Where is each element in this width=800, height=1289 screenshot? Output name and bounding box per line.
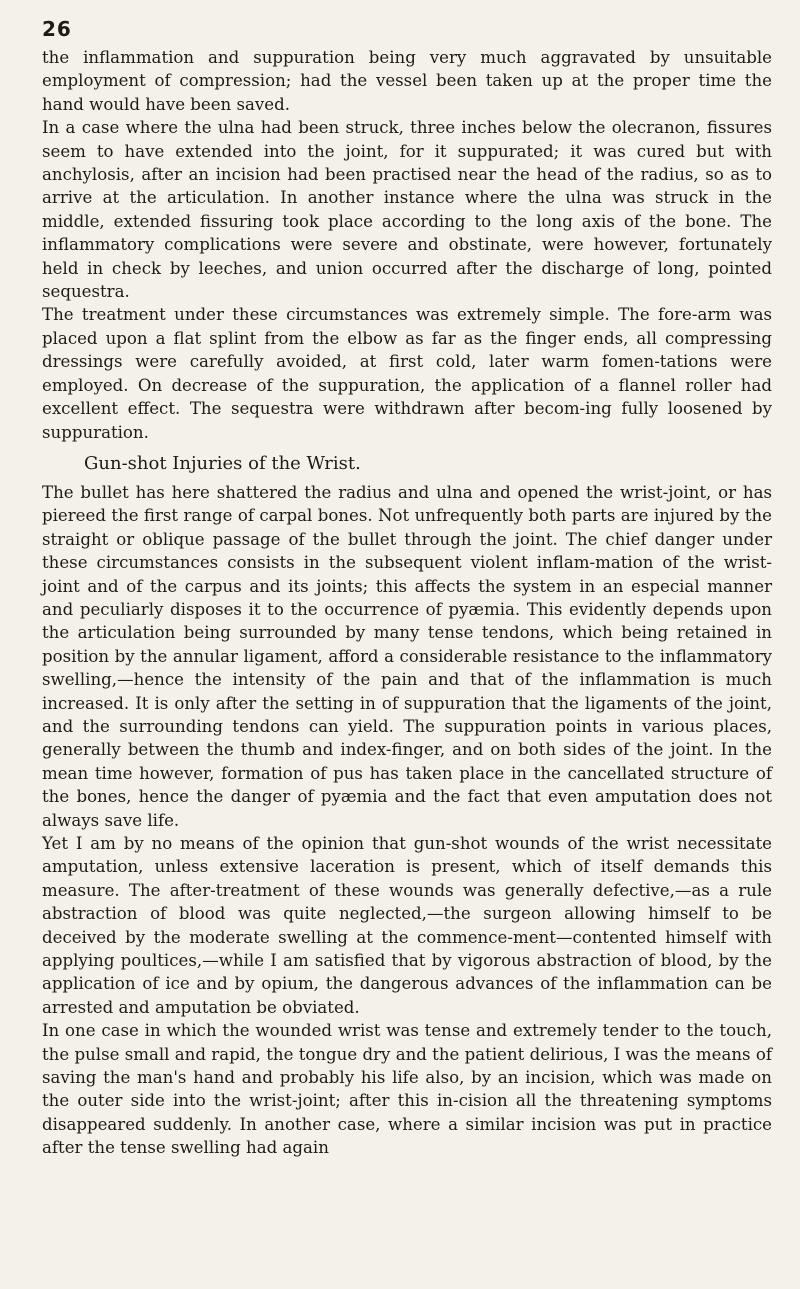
paragraph: In one case in which the wounded wrist was tense and extremely tender to the touch, the pulse small and rapid, the tongue dry and the patient delirious, I was the means of saving the man's hand and probably his life also, by an incision, which was made on the outer side into the wrist-joint; after this in-cision all the threatening symptoms disappeared suddenly. In another case, where a similar incision was put in practice after the tense swelling had again [42,1021,772,1158]
paragraph: Yet I am by no means of the opinion that gun-shot wounds of the wrist necessitate amputation, unless extensive laceration is present, which of itself demands this measure. The after-treatment of these wounds was generally defective,—as a rule abstraction of blood was quite neglected,—the surgeon allowing himself to be deceived by the moderate swelling at the commence-ment—contented himself with applying poultices,—while I am satisfied that by vigorous abstraction of blood, by the application of ice and by opium, the dangerous advances of the inflammation can be arrested and amputation be obviated. [42,834,772,1017]
paragraph: The treatment under these circumstances was extremely simple. The fore-arm was placed upon a flat splint from the elbow as far as the finger ends, all compressing dressings were carefully avoided, at first cold, later warm fomen-tations were employed. On decrease of the suppuration, the application of a flannel roller had excellent effect. The sequestra were withdrawn after becom-ing fully loosened by suppuration. [42,305,772,442]
page-number: 26 [42,17,72,41]
paragraph: The bullet has here shattered the radius and ulna and opened the wrist-joint, or has piereed the first range of carpal bones. Not unfrequently both parts are injured by the straight or oblique passage of the bullet through the joint. The chief danger under these circumstances consists in the subsequent violent inflam-mation of the wrist-joint and of the carpus and its joints; this affects the system in an especial manner and peculiarly disposes it to the occurrence of pyæmia. This evidently depends upon the articulation being surrounded by many tense tendons, which being retained in position by the annular ligament, afford a considerable resistance to the inflammatory swelling,—hence the intensity of the pain and that of the inflammation is much increased. It is only after the setting in of suppuration that the ligaments of the joint, and the surrounding tendons can yield. The suppuration points in various places, generally between the thumb and index-finger, and on both sides of the joint. In the mean time however, formation of pus has taken place in the cancellated structure of the bones, hence the danger of pyæmia and the fact that even amputation does not always save life. [42,482,772,830]
paragraph: In a case where the ulna had been struck, three inches below the olecranon, fissures seem to have extended into the joint, for it suppurated; it was cured but with anchylosis, after an incision had been practised near the head of the radius, so as to arrive at the articulation. In another instance where the ulna was struck in the middle, extended fissuring took place according to the long axis of the bone. The inflammatory complications were severe and obstinate, were however, fortunately held in check by leeches, and union occurred after the discharge of long, pointed sequestra. [42,118,772,302]
paragraph: the inflammation and suppuration being very much aggravated by unsuitable employment of compression; had the vessel been taken up at the proper time the hand would have been saved. [42,48,772,114]
body-text [42,46,772,1160]
section-heading: Gun-shot Injuries of the Wrist. [84,452,361,474]
